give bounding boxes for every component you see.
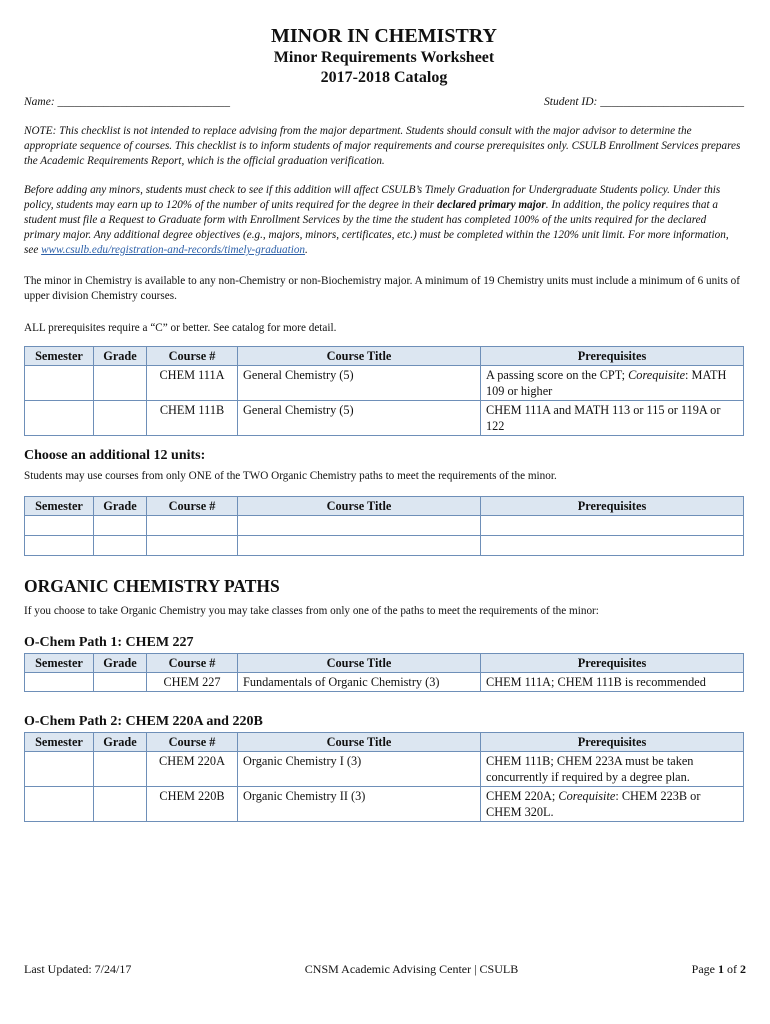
col-title: Course Title: [238, 654, 481, 673]
worksheet-page: [24, 24, 744, 822]
course-title: General Chemistry (5): [238, 366, 481, 401]
prereq-cell[interactable]: [481, 516, 744, 536]
semester-cell[interactable]: [25, 516, 94, 536]
course-number: CHEM 227: [147, 673, 238, 692]
course-number: CHEM 111A: [147, 366, 238, 401]
semester-cell[interactable]: [25, 366, 94, 401]
col-prereq: Prerequisites: [481, 654, 744, 673]
student-id-field[interactable]: Student ID: _________________________: [544, 96, 744, 108]
policy-bold-text: declared primary major: [436, 199, 546, 211]
semester-cell[interactable]: [25, 401, 94, 436]
table-row: [25, 366, 744, 401]
page-number: [692, 962, 746, 977]
path1-table: [24, 653, 744, 692]
page-prefix: Page: [691, 962, 718, 976]
footer-center: CNSM Academic Advising Center | CSULB: [304, 962, 519, 976]
prereq-text-cont: : MATH 109 or higher: [486, 368, 727, 398]
course-number: CHEM 111B: [147, 401, 238, 436]
table-row: [25, 787, 744, 822]
col-grade: Grade: [94, 733, 147, 752]
policy-text-cont: . In addition, the policy requires that a student must file a Request to Graduate form with Enrollment Services by the time the student has completed 100% of the units required for the declared primary major. Any additional degree objectives (e.g., majors, minors, certificates, etc.) must be completed within the 120% unit limit. For more information, see: [24, 199, 729, 256]
col-grade: Grade: [94, 497, 147, 516]
blank-row: [25, 516, 744, 536]
prereq-text: CHEM 220A;: [486, 789, 559, 803]
col-semester: Semester: [25, 347, 94, 366]
title-cell[interactable]: [238, 516, 481, 536]
semester-cell[interactable]: [25, 673, 94, 692]
page-mid: of: [724, 962, 740, 976]
catalog-year: 2017-2018 Catalog: [320, 69, 448, 86]
prereq-italic: Corequisite: [558, 789, 616, 803]
timely-graduation-link[interactable]: www.csulb.edu/registration-and-records/timely-graduation: [41, 244, 306, 256]
col-course: Course #: [147, 497, 238, 516]
semester-cell[interactable]: [25, 787, 94, 822]
page-title: MINOR IN CHEMISTRY: [271, 25, 497, 47]
prereq-italic: Corequisite: [628, 368, 686, 382]
col-prereq: Prerequisites: [481, 497, 744, 516]
course-title: General Chemistry (5): [238, 401, 481, 436]
policy-end: .: [305, 244, 308, 256]
minor-intro: The minor in Chemistry is available to any non-Chemistry or non-Biochemistry major. A minimum of 19 Chemistry units must include a minimum of 6 units of upper division Chemistry courses.: [24, 275, 740, 302]
col-semester: Semester: [25, 497, 94, 516]
course-prereq: CHEM 111A and MATH 113 or 115 or 119A or 122: [481, 401, 744, 436]
course-title: Organic Chemistry II (3): [238, 787, 481, 822]
page-total: 2: [740, 962, 746, 976]
prereq-note: ALL prerequisites require a “C” or better. See catalog for more detail.: [24, 322, 337, 334]
core-course-table: [24, 346, 744, 436]
course-number: CHEM 220A: [147, 752, 238, 787]
col-grade: Grade: [94, 654, 147, 673]
col-title: Course Title: [238, 733, 481, 752]
student-info-row: [24, 96, 744, 108]
timely-graduation-policy: [24, 183, 744, 258]
course-prereq: [481, 787, 744, 822]
prereq-text-cont: : CHEM 223B or CHEM 320L.: [486, 789, 701, 819]
additional-units-heading: Choose an additional 12 units:: [24, 448, 206, 463]
table-row: [25, 752, 744, 787]
path2-heading: O-Chem Path 2: CHEM 220A and 220B: [24, 714, 263, 729]
grade-cell[interactable]: [94, 787, 147, 822]
course-cell[interactable]: [147, 516, 238, 536]
col-course: Course #: [147, 733, 238, 752]
col-semester: Semester: [25, 654, 94, 673]
col-semester: Semester: [25, 733, 94, 752]
name-field[interactable]: Name: ______________________________: [24, 96, 231, 108]
elective-table: [24, 496, 744, 556]
col-grade: Grade: [94, 347, 147, 366]
page-subtitle: Minor Requirements Worksheet: [273, 49, 495, 66]
blank-row: [25, 536, 744, 556]
col-course: Course #: [147, 347, 238, 366]
additional-units-text: Students may use courses from only ONE of the TWO Organic Chemistry paths to meet the requirements of the minor.: [24, 470, 557, 482]
policy-text: Before adding any minors, students must check to see if this addition will affect CSULB’s Timely Graduation for Undergraduate Students policy. Under this policy, students may earn up to 120% of the number of units required for the degree in their: [24, 184, 721, 211]
course-cell[interactable]: [147, 536, 238, 556]
organic-paths-text: If you choose to take Organic Chemistry you may take classes from only one of the paths to meet the requirements of the minor:: [24, 605, 599, 617]
advising-note: NOTE: This checklist is not intended to replace advising from the major department. Students should consult with the major advisor to determine the appropriate sequence of courses. This checklist is to inform students of major requirements and course prerequisites only. CSULB Enrollment Services prepares the Academic Requirements Report, which is the official graduation verification.: [24, 125, 741, 167]
table-row: [25, 673, 744, 692]
grade-cell[interactable]: [94, 401, 147, 436]
col-prereq: Prerequisites: [481, 347, 744, 366]
prereq-cell[interactable]: [481, 536, 744, 556]
path1-heading: O-Chem Path 1: CHEM 227: [24, 635, 194, 650]
course-title: Fundamentals of Organic Chemistry (3): [238, 673, 481, 692]
col-title: Course Title: [238, 347, 481, 366]
path2-table: [24, 732, 744, 822]
organic-paths-heading: ORGANIC CHEMISTRY PATHS: [24, 576, 280, 596]
semester-cell[interactable]: [25, 752, 94, 787]
col-prereq: Prerequisites: [481, 733, 744, 752]
last-updated: Last Updated: 7/24/17: [24, 962, 132, 976]
course-title: Organic Chemistry I (3): [238, 752, 481, 787]
col-course: Course #: [147, 654, 238, 673]
grade-cell[interactable]: [94, 516, 147, 536]
grade-cell[interactable]: [94, 366, 147, 401]
course-prereq: CHEM 111B; CHEM 223A must be taken concurrently if required by a degree plan.: [481, 752, 744, 787]
course-number: CHEM 220B: [147, 787, 238, 822]
course-prereq: CHEM 111A; CHEM 111B is recommended: [481, 673, 744, 692]
col-title: Course Title: [238, 497, 481, 516]
table-row: [25, 401, 744, 436]
page-footer: [24, 962, 746, 977]
grade-cell[interactable]: [94, 536, 147, 556]
course-prereq: [481, 366, 744, 401]
grade-cell[interactable]: [94, 673, 147, 692]
grade-cell[interactable]: [94, 752, 147, 787]
prereq-text: A passing score on the CPT;: [486, 368, 629, 382]
semester-cell[interactable]: [25, 536, 94, 556]
title-cell[interactable]: [238, 536, 481, 556]
page-num: 1: [718, 962, 724, 976]
